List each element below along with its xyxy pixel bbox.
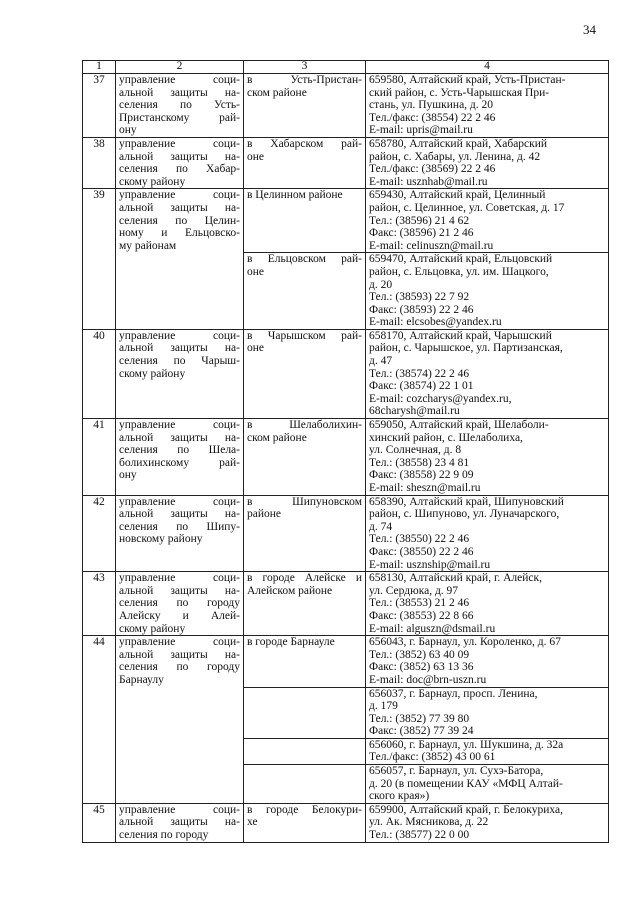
column-number: 1	[83, 61, 116, 74]
row-number: 43	[83, 572, 116, 636]
district-name	[244, 803, 366, 842]
agency-name	[116, 803, 244, 842]
text-line: селения по Шела-	[119, 444, 240, 457]
text-line: альной защиты на-	[119, 342, 240, 355]
text-line: 658390, Алтайский край, Шипуновский	[369, 495, 564, 508]
text-line: E-mail: sheszn@mail.ru	[369, 482, 481, 494]
text-line: Тел.: (38550) 22 2 46	[369, 533, 470, 546]
text-line: 658170, Алтайский край, Чарышский	[369, 329, 552, 342]
text-line: район, с. Целинное, ул. Советская, д. 17	[369, 201, 565, 214]
text-line: селения по городу	[119, 597, 240, 610]
text-line: Алейску и Алей-	[119, 609, 240, 622]
agency-name	[116, 495, 244, 572]
text-line: Тел.: (38593) 22 7 92	[369, 291, 470, 304]
text-line: Тел.: (3852) 77 39 80	[369, 712, 470, 725]
text-line: скому району	[119, 367, 186, 380]
text-line: Факс: (38553) 22 8 66	[369, 609, 474, 622]
text-line: Тел./факс: (3852) 43 00 61	[369, 751, 496, 764]
text-line: ону	[119, 124, 137, 137]
district-name	[244, 636, 366, 687]
text-line: Факс: (38593) 22 2 46	[369, 303, 474, 316]
table-row	[83, 803, 609, 842]
agency-name	[116, 329, 244, 418]
text-line: Факс: (3852) 77 39 24	[369, 725, 474, 738]
text-line: д. 20	[369, 278, 393, 291]
row-number: 38	[83, 137, 116, 188]
text-line: Тел.: (38577) 22 0 00	[369, 829, 470, 842]
agency-name	[116, 572, 244, 636]
row-number: 45	[83, 803, 116, 842]
column-number-row	[83, 61, 609, 74]
address-contacts	[366, 495, 609, 572]
text-line: селения по городу	[119, 829, 209, 842]
address-contacts	[366, 687, 609, 738]
column-number: 2	[116, 61, 244, 74]
text-line: 659050, Алтайский край, Шелаболи-	[369, 419, 549, 432]
page-number: 34	[583, 22, 596, 37]
text-line: Факс: (38596) 21 2 46	[369, 227, 474, 240]
text-line: район, с. Шипуново, ул. Луначарского,	[369, 508, 560, 521]
text-line: альной защиты на-	[119, 816, 240, 829]
text-line: ул. Сердюка, д. 97	[369, 584, 459, 597]
text-line: альной защиты на-	[119, 648, 240, 661]
district-name	[244, 137, 366, 188]
text-line: E-mail: celinuszn@mail.ru	[369, 239, 494, 252]
district-name	[244, 572, 366, 636]
text-line: район, с. Ельцовка, ул. им. Шацкого,	[369, 265, 549, 278]
table-body	[83, 74, 609, 843]
text-line: 68charysh@mail.ru	[369, 405, 460, 418]
text-line: район, с. Чарышское, ул. Партизанская,	[369, 342, 563, 355]
text-line: управление соци-	[119, 803, 240, 816]
text-line: 658780, Алтайский край, Хабарский	[369, 137, 548, 150]
text-line: альной защиты на-	[119, 431, 240, 444]
text-line: д. 74	[369, 520, 393, 533]
text-line: стань, ул. Пушкина, д. 20	[369, 99, 494, 112]
district-name	[244, 74, 366, 138]
text-line: Пристанскому рай-	[119, 111, 240, 124]
text-line: в Чарышском рай-	[247, 329, 362, 342]
address-contacts	[366, 572, 609, 636]
agency-name	[116, 137, 244, 188]
text-line: ному и Ельцовско-	[119, 227, 240, 240]
agency-name	[116, 636, 244, 804]
text-line: Тел.: (3852) 63 40 09	[369, 648, 470, 661]
text-line: управление соци-	[119, 189, 240, 202]
text-line: в Шелаболихин-	[247, 419, 362, 432]
text-line: Тел./факс: (38554) 22 2 46	[369, 111, 496, 124]
text-line: E-mail: upris@mail.ru	[369, 124, 473, 137]
text-line: 659900, Алтайский край, г. Белокуриха,	[369, 803, 563, 816]
text-line: селения по Усть-	[119, 99, 240, 112]
district-name	[244, 189, 366, 253]
text-line: альной защиты на-	[119, 150, 240, 163]
text-line: альной защиты на-	[119, 508, 240, 521]
row-number: 41	[83, 419, 116, 496]
agency-name	[116, 74, 244, 138]
district-name	[244, 687, 366, 738]
text-line: E-mail: usznship@mail.ru	[369, 558, 491, 571]
table-row	[83, 495, 609, 572]
text-line: му районам	[119, 239, 177, 252]
text-line: управление соци-	[119, 636, 240, 649]
text-line: управление соци-	[119, 572, 240, 585]
text-line: селения по Хабар-	[119, 163, 240, 176]
text-line: селения по Чарыш-	[119, 355, 240, 368]
text-line: хе	[247, 816, 258, 829]
text-line: E-mail: usznhab@mail.ru	[369, 175, 488, 188]
text-line: новскому району	[119, 533, 203, 546]
text-line: ский район, с. Усть-Чарышская При-	[369, 86, 550, 99]
text-line: Тел.: (38553) 21 2 46	[369, 597, 470, 610]
row-number: 42	[83, 495, 116, 572]
text-line: 659430, Алтайский край, Целинный	[369, 189, 546, 202]
text-line: хинский район, с. Шелаболиха,	[369, 431, 523, 444]
table-row	[83, 189, 609, 253]
text-line: Тел./факс: (38569) 22 2 46	[369, 163, 496, 176]
address-contacts	[366, 765, 609, 804]
text-line: 658130, Алтайский край, г. Алейск,	[369, 572, 542, 585]
text-line: 656060, г. Барнаул, ул. Шукшина, д. 32а	[369, 738, 564, 751]
district-name	[244, 738, 366, 764]
address-contacts	[366, 329, 609, 418]
text-line: Факс: (38558) 22 9 09	[369, 469, 474, 482]
text-line: скому району	[119, 622, 186, 635]
text-line: управление соци-	[119, 495, 240, 508]
district-name	[244, 419, 366, 496]
text-line: альной защиты на-	[119, 86, 240, 99]
table-row	[83, 419, 609, 496]
text-line: 659470, Алтайский край, Ельцовский	[369, 253, 553, 266]
district-name	[244, 495, 366, 572]
text-line: ул. Ак. Мясникова, д. 22	[369, 816, 489, 829]
text-line: Алейском районе	[247, 584, 333, 597]
text-line: управление соци-	[119, 74, 240, 86]
text-line: управление соци-	[119, 419, 240, 432]
address-contacts	[366, 738, 609, 764]
column-number: 4	[366, 61, 609, 74]
table-row	[83, 636, 609, 687]
text-line: ском районе	[247, 86, 307, 99]
text-line: Факс: (38574) 22 1 01	[369, 380, 474, 393]
address-contacts	[366, 189, 609, 253]
address-contacts	[366, 636, 609, 687]
row-number: 39	[83, 189, 116, 330]
text-line: ского края»)	[369, 790, 430, 803]
text-line: селения по Шипу-	[119, 520, 240, 533]
text-line: оне	[247, 265, 265, 278]
address-contacts	[366, 74, 609, 138]
district-name	[244, 329, 366, 418]
text-line: Факс: (38550) 22 2 46	[369, 545, 474, 558]
text-line: оне	[247, 342, 265, 355]
column-number: 3	[244, 61, 366, 74]
text-line: Тел.: (38558) 23 4 81	[369, 456, 470, 469]
text-line: болихинскому рай-	[119, 456, 240, 469]
text-line: Барнаулу	[119, 673, 164, 686]
address-contacts	[366, 803, 609, 842]
text-line: 659580, Алтайский край, Усть-Пристан-	[369, 74, 566, 86]
text-line: ском районе	[247, 431, 307, 444]
text-line: оне	[247, 150, 265, 163]
text-line: селения по Целин-	[119, 214, 240, 227]
text-line: в Шипуновском	[247, 495, 362, 508]
text-line: в городе Барнауле	[247, 636, 335, 649]
text-line: 656057, г. Барнаул, ул. Сухэ-Батора,	[369, 765, 544, 778]
text-line: в Целинном районе	[247, 189, 343, 202]
text-line: районе	[247, 508, 282, 521]
text-line: скому району	[119, 175, 186, 188]
agency-table	[82, 60, 609, 843]
text-line: ул. Солнечная, д. 8	[369, 444, 462, 457]
text-line: управление соци-	[119, 329, 240, 342]
text-line: в Хабарском рай-	[247, 137, 362, 150]
table-row	[83, 572, 609, 636]
text-line: район, с. Хабары, ул. Ленина, д. 42	[369, 150, 541, 163]
address-contacts	[366, 419, 609, 496]
text-line: в Усть-Пристан-	[247, 74, 362, 86]
agency-name	[116, 189, 244, 330]
text-line: E-mail: cozcharys@yandex.ru,	[369, 392, 512, 405]
text-line: ону	[119, 469, 137, 482]
address-contacts	[366, 137, 609, 188]
text-line: д. 20 (в помещении КАУ «МФЦ Алтай-	[369, 777, 563, 790]
district-name	[244, 765, 366, 804]
text-line: в Ельцовском рай-	[247, 253, 362, 266]
text-line: 656043, г. Барнаул, ул. Короленко, д. 67	[369, 636, 561, 649]
text-line: Факс: (3852) 63 13 36	[369, 661, 474, 674]
text-line: в городе Алейске и	[247, 572, 362, 585]
district-name	[244, 253, 366, 330]
text-line: 656037, г. Барнаул, просп. Ленина,	[369, 687, 538, 700]
text-line: д. 179	[369, 700, 398, 713]
table-row	[83, 329, 609, 418]
text-line: альной защиты на-	[119, 201, 240, 214]
text-line: селения по городу	[119, 661, 240, 674]
text-line: Тел.: (38574) 22 2 46	[369, 367, 470, 380]
row-number: 44	[83, 636, 116, 804]
text-line: Тел.: (38596) 21 4 62	[369, 214, 470, 227]
text-line: в городе Белокури-	[247, 803, 362, 816]
row-number: 40	[83, 329, 116, 418]
text-line: E-mail: alguszn@dsmail.ru	[369, 622, 496, 635]
text-line: E-mail: elcsobes@yandex.ru	[369, 316, 502, 329]
text-line: E-mail: doc@brn-uszn.ru	[369, 673, 487, 686]
text-line: альной защиты на-	[119, 584, 240, 597]
text-line: д. 47	[369, 355, 393, 368]
address-contacts	[366, 253, 609, 330]
text-line: управление соци-	[119, 137, 240, 150]
table-row	[83, 137, 609, 188]
agency-name	[116, 419, 244, 496]
row-number: 37	[83, 74, 116, 138]
table-row	[83, 74, 609, 138]
